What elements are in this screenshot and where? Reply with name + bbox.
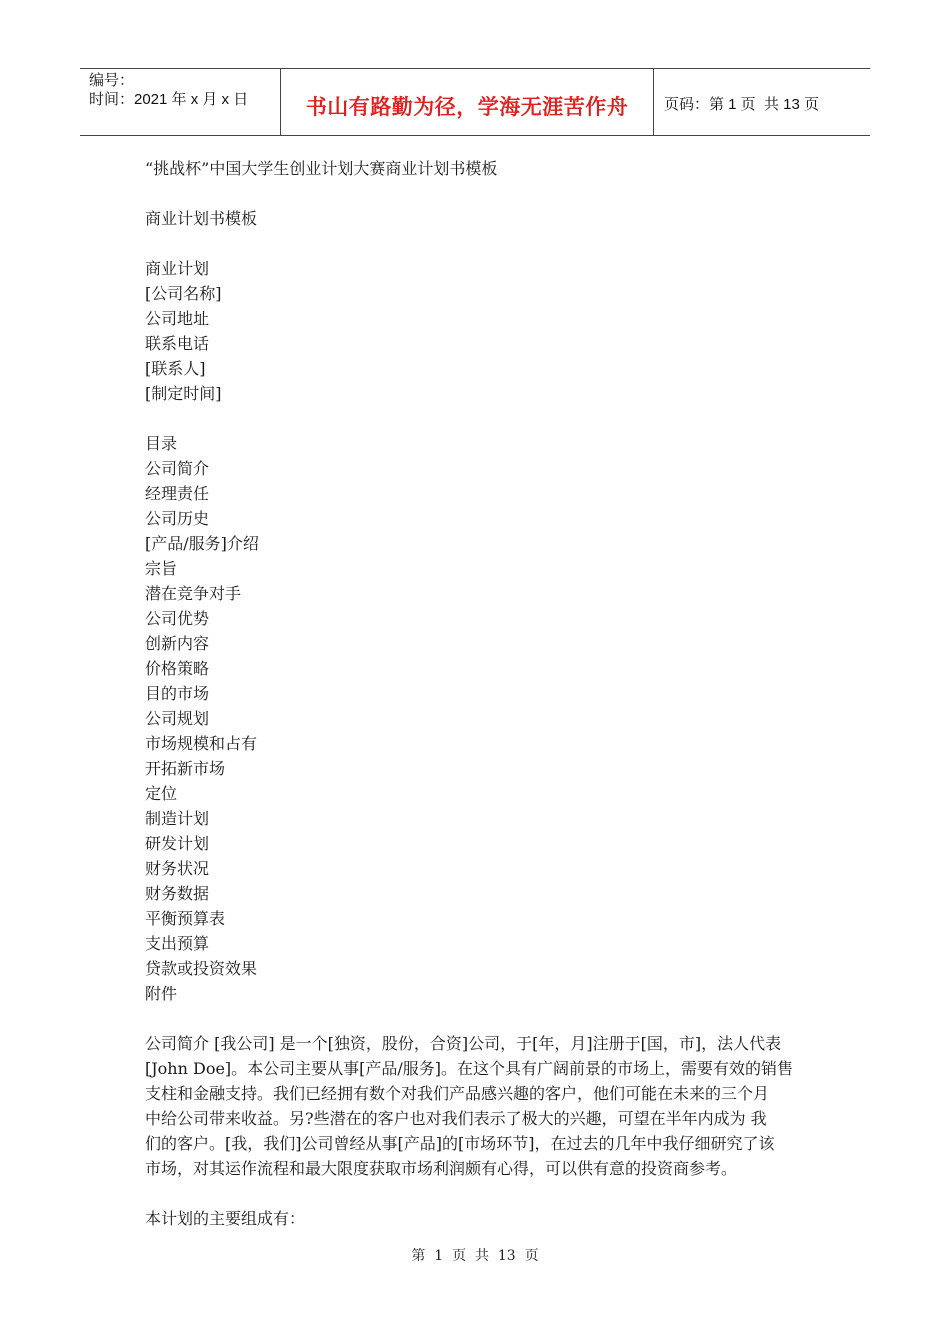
toc-item: 公司规划	[145, 709, 210, 728]
toc-item: 价格策略	[145, 659, 210, 678]
toc-item: 支出预算	[145, 934, 210, 953]
toc-item: 宗旨	[145, 559, 178, 578]
toc-item: 公司简介	[145, 459, 210, 478]
header-motto: 书山有路勤为径，学海无涯苦作舟	[281, 69, 654, 135]
paragraph-line: 市场，对其运作流程和最大限度获取市场利润颇有心得，可以供有意的投资商参考。	[145, 1159, 738, 1178]
header-page-info: 页码：第 1 页 共 13 页	[664, 96, 820, 113]
cover-line: [公司名称]	[145, 284, 222, 303]
toc-item: 潜在竞争对手	[145, 584, 242, 603]
paragraph-line: 们的客户。[我，我们]公司曾经从事[产品]的[市场环节]，在过去的几年中我仔细研究了该	[145, 1134, 775, 1153]
document-title: “挑战杯”中国大学生创业计划大赛商业计划书模板	[145, 159, 498, 178]
page-footer: 第 1 页 共 13 页	[411, 1248, 539, 1264]
toc-item: 创新内容	[145, 634, 210, 653]
paragraph-line: 公司简介 [我公司] 是一个[独资，股份，合资]公司，于[年，月]注册于[国，市]，法人代表	[145, 1034, 782, 1053]
toc-item: 经理责任	[145, 484, 210, 503]
toc-item: 财务状况	[145, 859, 210, 878]
document-body	[145, 156, 810, 1231]
toc-item: 平衡预算表	[145, 909, 226, 928]
toc-item: [产品/服务]介绍	[145, 534, 259, 553]
company-intro-paragraph	[145, 1031, 810, 1181]
toc-item: 研发计划	[145, 834, 210, 853]
toc-title: 目录	[145, 434, 178, 453]
plan-composition-heading: 本计划的主要组成有：	[145, 1209, 306, 1228]
cover-line: [制定时间]	[145, 384, 222, 403]
toc-item: 定位	[145, 784, 178, 803]
table-of-contents	[145, 431, 810, 1006]
document-subtitle: 商业计划书模板	[145, 209, 258, 228]
toc-item: 附件	[145, 984, 178, 1003]
paragraph-line: [John Doe]。本公司主要从事[产品/服务]。在这个具有广阔前景的市场上，需要有效的销售	[145, 1059, 794, 1078]
cover-line: 公司地址	[145, 309, 210, 328]
toc-item: 开拓新市场	[145, 759, 226, 778]
toc-item: 公司优势	[145, 609, 210, 628]
cover-line: 商业计划	[145, 259, 210, 278]
paragraph-line: 支柱和金融支持。我们已经拥有数个对我们产品感兴趣的客户，他们可能在未来的三个月	[145, 1084, 770, 1103]
toc-item: 市场规模和占有	[145, 734, 258, 753]
date-label: 时间：2021 年 x 月 x 日	[89, 91, 249, 108]
cover-line: 联系电话	[145, 334, 210, 353]
toc-item: 财务数据	[145, 884, 210, 903]
page-header	[80, 68, 870, 136]
serial-number-label: 编号：	[89, 72, 135, 89]
toc-item: 制造计划	[145, 809, 210, 828]
cover-block	[145, 256, 810, 406]
header-meta	[80, 69, 281, 135]
toc-item: 公司历史	[145, 509, 210, 528]
toc-item: 贷款或投资效果	[145, 959, 258, 978]
paragraph-line: 中给公司带来收益。另?些潜在的客户也对我们表示了极大的兴趣，可望在半年内成为 我	[145, 1109, 767, 1128]
cover-line: [联系人]	[145, 359, 206, 378]
toc-item: 目的市场	[145, 684, 210, 703]
